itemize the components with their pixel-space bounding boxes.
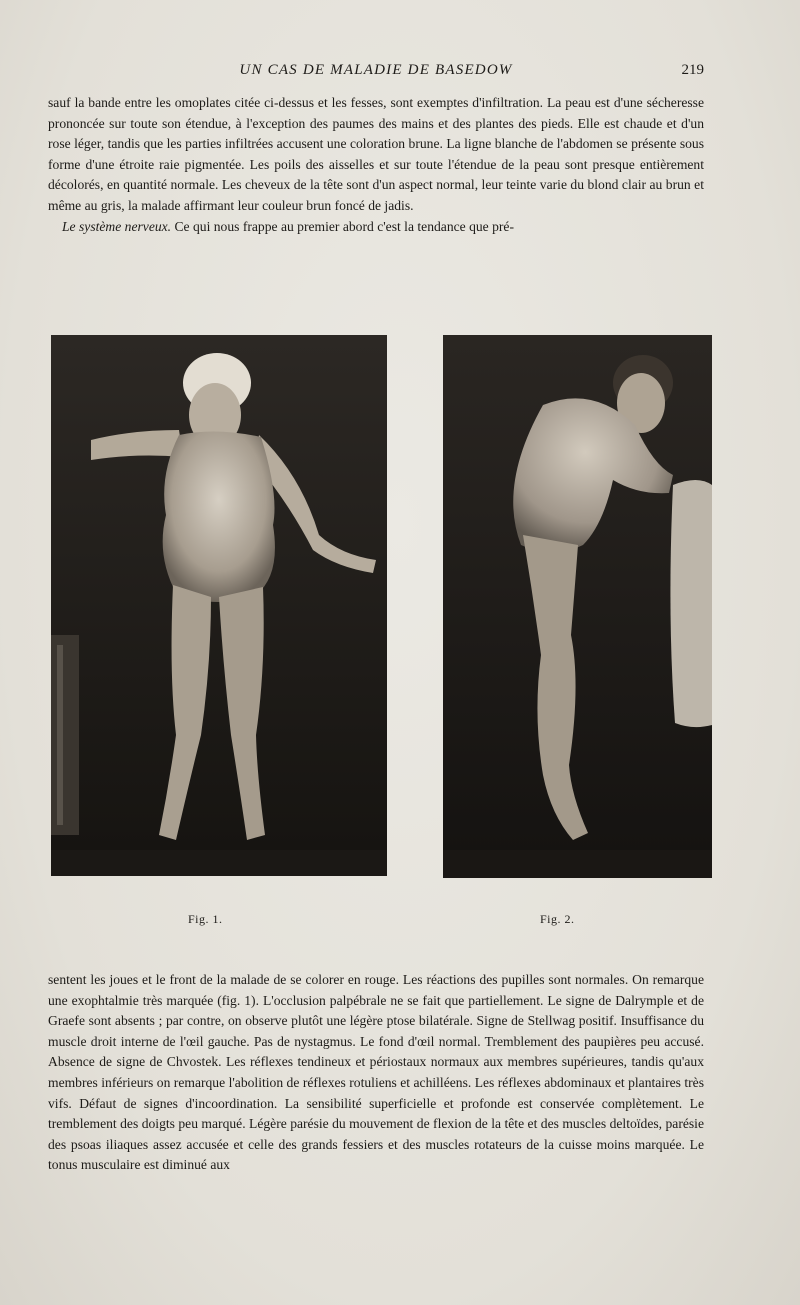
paragraph-nervous-system	[48, 217, 704, 238]
running-title: UN CAS DE MALADIE DE BASEDOW	[239, 62, 513, 78]
top-text-block	[48, 93, 704, 237]
figure-2-image	[443, 335, 712, 878]
paragraph-nervous-system-text: Ce qui nous frappe au premier abord c'est la tendance que pré-	[171, 218, 514, 234]
paragraph-skin: sauf la bande entre les omoplates citée ci-dessus et les fesses, sont exemptes d'infiltration. La peau est d'une sécheresse prononcée sur toute son étendue, à l'exception des paumes des mains et des plantes des pieds. Elle est chaude et d'un rose léger, tandis que les parties infiltrées accusent une coloration brune. La ligne blanche de l'abdomen se présente sous forme d'une étroite raie pigmentée. Les poils des aisselles et sur toute l'étendue de la peau sont presque entièrement décolorés, en quantité normale. Les cheveux de la tête sont d'un aspect normal, leur teinte varie du blond clair au brun et même au gris, la malade affirmant leur couleur brun foncé de jadis.	[48, 95, 704, 213]
page-number: 219	[681, 62, 704, 78]
figure-1-image	[51, 335, 387, 876]
figure-2-caption: Fig. 2.	[540, 912, 575, 926]
figure-1-caption: Fig. 1.	[188, 912, 223, 926]
running-head	[48, 60, 704, 82]
figure-1-photograph	[51, 335, 387, 876]
figure-2-photograph	[443, 335, 712, 878]
bottom-text-block	[48, 970, 704, 1176]
paragraph-clinical-signs: sentent les joues et le front de la malade de se colorer en rouge. Les réactions des pupilles sont normales. On remarque une exophtalmie très marquée (fig. 1). L'occlusion palpébrale ne se fait que partiellement. Le signe de Dalrymple et de Graefe sont absents ; par contre, on observe plutôt une légère ptose bilatérale. Signe de Stellwag positif. Insuffisance du muscle droit interne de l'œil gauche. Pas de nystagmus. Le fond d'œil normal. Tremblement des paupières peu accusé. Absence de signe de Chvostek. Les réflexes tendineux et périostaux normaux aux membres supérieures, tandis qu'aux membres inférieurs on remarque l'abolition de réflexes rotuliens et achilléens. Les réflexes abdominaux et plantaires très vifs. Défaut de signes d'incoordination. La sensibilité superficielle et profonde est conservée complètement. Le tremblement des doigts peu marqué. Légère parésie du mouvement de flexion de la tête et des muscles deltoïdes, parésie des psoas iliaques assez accusée et celle des grands fessiers et des muscles rotateurs de la cuisse moins marquée. Le tonus musculaire est diminué aux	[48, 972, 704, 1173]
section-heading-nervous-system: Le système nerveux.	[62, 218, 172, 234]
